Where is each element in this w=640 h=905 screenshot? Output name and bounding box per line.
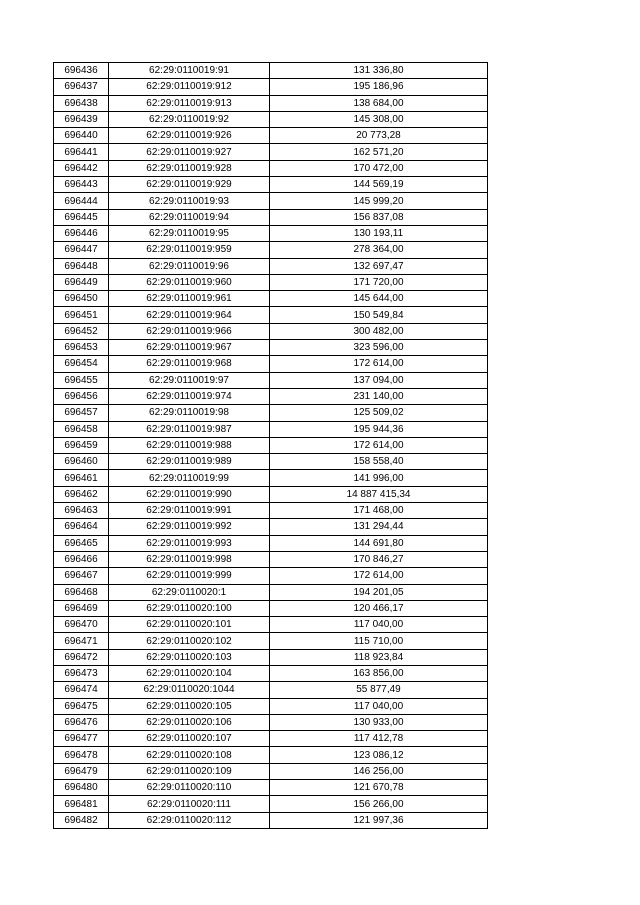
row-number-cell: 696442 xyxy=(54,160,109,176)
table-row xyxy=(54,128,488,144)
table-row xyxy=(54,698,488,714)
table-row xyxy=(54,665,488,681)
cadastral-value-cell: 171 720,00 xyxy=(270,274,488,290)
cadastral-value-cell: 20 773,28 xyxy=(270,128,488,144)
cadastral-value-cell: 118 923,84 xyxy=(270,649,488,665)
cadastral-value-cell: 132 697,47 xyxy=(270,258,488,274)
cadastral-number-cell: 62:29:0110019:93 xyxy=(109,193,270,209)
cadastral-value-cell: 141 996,00 xyxy=(270,470,488,486)
cadastral-number-cell: 62:29:0110020:101 xyxy=(109,617,270,633)
cadastral-number-cell: 62:29:0110019:990 xyxy=(109,486,270,502)
table-row xyxy=(54,274,488,290)
table-row xyxy=(54,291,488,307)
cadastral-value-cell: 144 569,19 xyxy=(270,177,488,193)
cadastral-number-cell: 62:29:0110019:96 xyxy=(109,258,270,274)
cadastral-value-cell: 145 644,00 xyxy=(270,291,488,307)
table-row xyxy=(54,307,488,323)
table-row xyxy=(54,242,488,258)
row-number-cell: 696480 xyxy=(54,780,109,796)
cadastral-value-cell: 172 614,00 xyxy=(270,437,488,453)
cadastral-number-cell: 62:29:0110019:968 xyxy=(109,356,270,372)
row-number-cell: 696474 xyxy=(54,682,109,698)
cadastral-value-cell: 170 472,00 xyxy=(270,160,488,176)
cadastral-number-cell: 62:29:0110019:961 xyxy=(109,291,270,307)
table-row xyxy=(54,731,488,747)
cadastral-number-cell: 62:29:0110019:993 xyxy=(109,535,270,551)
row-number-cell: 696448 xyxy=(54,258,109,274)
cadastral-number-cell: 62:29:0110020:112 xyxy=(109,812,270,828)
row-number-cell: 696472 xyxy=(54,649,109,665)
cadastral-value-cell: 137 094,00 xyxy=(270,372,488,388)
table-row xyxy=(54,486,488,502)
cadastral-value-cell: 156 266,00 xyxy=(270,796,488,812)
cadastral-number-cell: 62:29:0110019:928 xyxy=(109,160,270,176)
cadastral-number-cell: 62:29:0110020:1 xyxy=(109,584,270,600)
table-row xyxy=(54,535,488,551)
table-row xyxy=(54,470,488,486)
table-row xyxy=(54,356,488,372)
row-number-cell: 696467 xyxy=(54,568,109,584)
cadastral-value-cell: 117 040,00 xyxy=(270,698,488,714)
table-row xyxy=(54,649,488,665)
cadastral-number-cell: 62:29:0110019:966 xyxy=(109,323,270,339)
table-row xyxy=(54,584,488,600)
row-number-cell: 696444 xyxy=(54,193,109,209)
cadastral-value-cell: 145 308,00 xyxy=(270,111,488,127)
cadastral-value-cell: 150 549,84 xyxy=(270,307,488,323)
row-number-cell: 696453 xyxy=(54,340,109,356)
row-number-cell: 696465 xyxy=(54,535,109,551)
cadastral-number-cell: 62:29:0110020:110 xyxy=(109,780,270,796)
cadastral-value-cell: 195 186,96 xyxy=(270,79,488,95)
cadastral-value-cell: 121 997,36 xyxy=(270,812,488,828)
row-number-cell: 696446 xyxy=(54,225,109,241)
cadastral-number-cell: 62:29:0110020:108 xyxy=(109,747,270,763)
cadastral-value-cell: 172 614,00 xyxy=(270,568,488,584)
row-number-cell: 696436 xyxy=(54,63,109,79)
cadastral-number-cell: 62:29:0110020:1044 xyxy=(109,682,270,698)
table-row xyxy=(54,63,488,79)
row-number-cell: 696451 xyxy=(54,307,109,323)
table-row xyxy=(54,95,488,111)
cadastral-number-cell: 62:29:0110019:998 xyxy=(109,551,270,567)
table-row xyxy=(54,519,488,535)
cadastral-number-cell: 62:29:0110019:929 xyxy=(109,177,270,193)
table-row xyxy=(54,258,488,274)
table-row xyxy=(54,633,488,649)
cadastral-number-cell: 62:29:0110020:102 xyxy=(109,633,270,649)
table-row xyxy=(54,796,488,812)
table-row xyxy=(54,682,488,698)
table-row xyxy=(54,551,488,567)
table-row xyxy=(54,144,488,160)
cadastral-value-cell: 117 412,78 xyxy=(270,731,488,747)
cadastral-number-cell: 62:29:0110020:106 xyxy=(109,714,270,730)
cadastral-value-cell: 130 933,00 xyxy=(270,714,488,730)
cadastral-value-cell: 278 364,00 xyxy=(270,242,488,258)
cadastral-number-cell: 62:29:0110019:960 xyxy=(109,274,270,290)
cadastral-value-cell: 131 336,80 xyxy=(270,63,488,79)
row-number-cell: 696438 xyxy=(54,95,109,111)
cadastral-value-cell: 123 086,12 xyxy=(270,747,488,763)
table-row xyxy=(54,372,488,388)
cadastral-number-cell: 62:29:0110019:927 xyxy=(109,144,270,160)
cadastral-number-cell: 62:29:0110019:912 xyxy=(109,79,270,95)
row-number-cell: 696452 xyxy=(54,323,109,339)
table-row xyxy=(54,437,488,453)
row-number-cell: 696463 xyxy=(54,503,109,519)
row-number-cell: 696454 xyxy=(54,356,109,372)
cadastral-number-cell: 62:29:0110020:105 xyxy=(109,698,270,714)
table-row xyxy=(54,568,488,584)
row-number-cell: 696441 xyxy=(54,144,109,160)
table-row xyxy=(54,503,488,519)
cadastral-value-cell: 125 509,02 xyxy=(270,405,488,421)
cadastral-value-cell: 172 614,00 xyxy=(270,356,488,372)
table-row xyxy=(54,209,488,225)
row-number-cell: 696478 xyxy=(54,747,109,763)
table-row xyxy=(54,454,488,470)
cadastral-number-cell: 62:29:0110020:104 xyxy=(109,665,270,681)
cadastral-number-cell: 62:29:0110020:111 xyxy=(109,796,270,812)
table-body xyxy=(54,63,488,829)
row-number-cell: 696469 xyxy=(54,600,109,616)
cadastral-number-cell: 62:29:0110019:94 xyxy=(109,209,270,225)
row-number-cell: 696459 xyxy=(54,437,109,453)
cadastral-value-cell: 115 710,00 xyxy=(270,633,488,649)
cadastral-number-cell: 62:29:0110019:988 xyxy=(109,437,270,453)
row-number-cell: 696450 xyxy=(54,291,109,307)
row-number-cell: 696460 xyxy=(54,454,109,470)
row-number-cell: 696447 xyxy=(54,242,109,258)
cadastral-number-cell: 62:29:0110019:97 xyxy=(109,372,270,388)
cadastral-value-cell: 170 846,27 xyxy=(270,551,488,567)
row-number-cell: 696445 xyxy=(54,209,109,225)
row-number-cell: 696479 xyxy=(54,763,109,779)
cadastral-value-cell: 156 837,08 xyxy=(270,209,488,225)
row-number-cell: 696471 xyxy=(54,633,109,649)
cadastral-value-cell: 195 944,36 xyxy=(270,421,488,437)
cadastral-value-cell: 323 596,00 xyxy=(270,340,488,356)
cadastral-number-cell: 62:29:0110019:987 xyxy=(109,421,270,437)
cadastral-value-cell: 14 887 415,34 xyxy=(270,486,488,502)
row-number-cell: 696477 xyxy=(54,731,109,747)
cadastral-value-cell: 163 856,00 xyxy=(270,665,488,681)
table-row xyxy=(54,747,488,763)
row-number-cell: 696461 xyxy=(54,470,109,486)
cadastral-value-cell: 158 558,40 xyxy=(270,454,488,470)
row-number-cell: 696466 xyxy=(54,551,109,567)
row-number-cell: 696458 xyxy=(54,421,109,437)
cadastral-number-cell: 62:29:0110019:98 xyxy=(109,405,270,421)
table-row xyxy=(54,780,488,796)
row-number-cell: 696440 xyxy=(54,128,109,144)
table-row xyxy=(54,111,488,127)
row-number-cell: 696457 xyxy=(54,405,109,421)
row-number-cell: 696476 xyxy=(54,714,109,730)
table-row xyxy=(54,193,488,209)
table-row xyxy=(54,388,488,404)
table-row xyxy=(54,714,488,730)
table-row xyxy=(54,405,488,421)
cadastral-number-cell: 62:29:0110019:926 xyxy=(109,128,270,144)
cadastral-value-cell: 146 256,00 xyxy=(270,763,488,779)
cadastral-number-cell: 62:29:0110019:999 xyxy=(109,568,270,584)
cadastral-value-cell: 171 468,00 xyxy=(270,503,488,519)
cadastral-number-cell: 62:29:0110019:989 xyxy=(109,454,270,470)
cadastral-value-cell: 131 294,44 xyxy=(270,519,488,535)
table-row xyxy=(54,340,488,356)
cadastral-value-cell: 145 999,20 xyxy=(270,193,488,209)
table-row xyxy=(54,421,488,437)
row-number-cell: 696449 xyxy=(54,274,109,290)
row-number-cell: 696481 xyxy=(54,796,109,812)
cadastral-number-cell: 62:29:0110019:991 xyxy=(109,503,270,519)
cadastral-number-cell: 62:29:0110019:964 xyxy=(109,307,270,323)
cadastral-number-cell: 62:29:0110019:967 xyxy=(109,340,270,356)
row-number-cell: 696482 xyxy=(54,812,109,828)
cadastral-number-cell: 62:29:0110020:107 xyxy=(109,731,270,747)
row-number-cell: 696473 xyxy=(54,665,109,681)
row-number-cell: 696443 xyxy=(54,177,109,193)
cadastral-number-cell: 62:29:0110019:974 xyxy=(109,388,270,404)
cadastral-number-cell: 62:29:0110019:992 xyxy=(109,519,270,535)
cadastral-value-cell: 121 670,78 xyxy=(270,780,488,796)
cadastral-value-cell: 300 482,00 xyxy=(270,323,488,339)
table-row xyxy=(54,763,488,779)
cadastral-number-cell: 62:29:0110019:91 xyxy=(109,63,270,79)
cadastral-value-table xyxy=(53,62,488,829)
cadastral-number-cell: 62:29:0110019:95 xyxy=(109,225,270,241)
cadastral-value-cell: 120 466,17 xyxy=(270,600,488,616)
row-number-cell: 696470 xyxy=(54,617,109,633)
table-row xyxy=(54,177,488,193)
cadastral-value-cell: 144 691,80 xyxy=(270,535,488,551)
row-number-cell: 696468 xyxy=(54,584,109,600)
cadastral-value-cell: 55 877,49 xyxy=(270,682,488,698)
table-row xyxy=(54,160,488,176)
cadastral-value-cell: 117 040,00 xyxy=(270,617,488,633)
cadastral-number-cell: 62:29:0110019:92 xyxy=(109,111,270,127)
cadastral-value-cell: 130 193,11 xyxy=(270,225,488,241)
table-row xyxy=(54,600,488,616)
cadastral-value-cell: 231 140,00 xyxy=(270,388,488,404)
row-number-cell: 696437 xyxy=(54,79,109,95)
table-row xyxy=(54,617,488,633)
cadastral-number-cell: 62:29:0110020:103 xyxy=(109,649,270,665)
cadastral-value-cell: 162 571,20 xyxy=(270,144,488,160)
row-number-cell: 696439 xyxy=(54,111,109,127)
cadastral-number-cell: 62:29:0110020:109 xyxy=(109,763,270,779)
table-row xyxy=(54,225,488,241)
cadastral-number-cell: 62:29:0110019:913 xyxy=(109,95,270,111)
table-row xyxy=(54,79,488,95)
row-number-cell: 696462 xyxy=(54,486,109,502)
table-row xyxy=(54,812,488,828)
row-number-cell: 696475 xyxy=(54,698,109,714)
cadastral-number-cell: 62:29:0110020:100 xyxy=(109,600,270,616)
cadastral-number-cell: 62:29:0110019:99 xyxy=(109,470,270,486)
cadastral-value-cell: 138 684,00 xyxy=(270,95,488,111)
cadastral-number-cell: 62:29:0110019:959 xyxy=(109,242,270,258)
cadastral-value-cell: 194 201,05 xyxy=(270,584,488,600)
row-number-cell: 696464 xyxy=(54,519,109,535)
table-row xyxy=(54,323,488,339)
row-number-cell: 696456 xyxy=(54,388,109,404)
row-number-cell: 696455 xyxy=(54,372,109,388)
